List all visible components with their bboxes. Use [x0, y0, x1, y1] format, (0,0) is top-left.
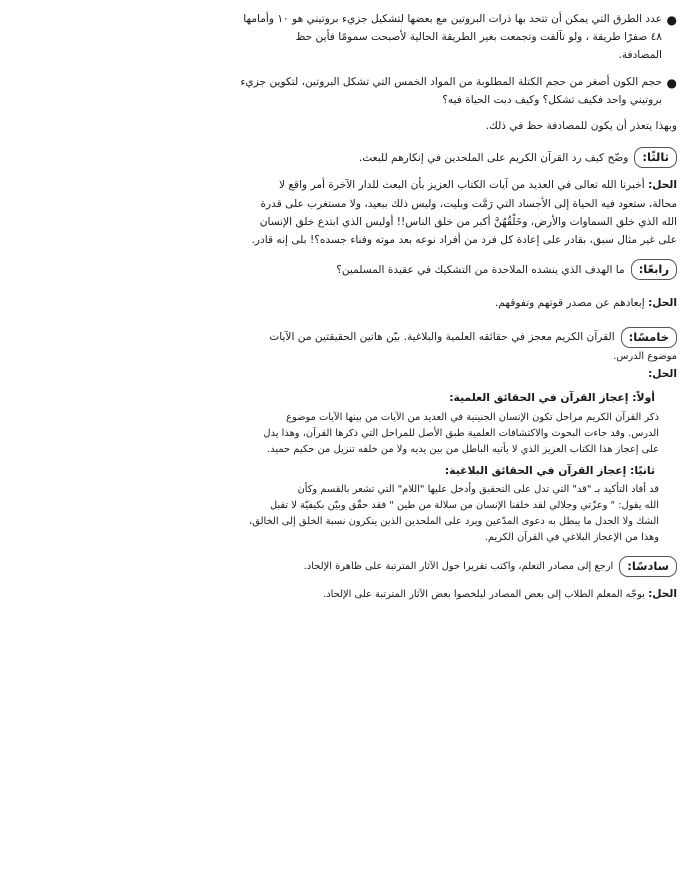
- worksheet-content: [16, 10, 677, 610]
- answer-line: [16, 585, 677, 603]
- answer-line: الله الذي خلق السماوات والأرض، وخَلْقُهُنَّ أكبر من خلق الناس!! أوليس الذي ابتدع خلق الإنسان: [259, 215, 677, 228]
- bullet-item: [16, 10, 677, 65]
- conclusion-text: وبهذا يتعذر أن يكون للمصادفة حظ في ذلك.: [485, 120, 677, 133]
- answer-text: يوجّه المعلم الطلاب إلى بعض المصادر ليلخصوا بعض الآثار المترتبة على الإلحاد.: [323, 589, 645, 601]
- subsection-line: الشك ولا الجدل ما يبطل به دعوى المدّعين ويرد على الملحدين الذين ينكرون نسبة الخلق إلى الخالق،: [249, 516, 659, 528]
- bullet-line: حجم الكون أصغر من حجم الكتلة المطلوبة من المواد الخمس التي تشكل البروتين، لتكوين جزيء: [240, 75, 662, 88]
- subsection-line: ذكر القرآن الكريم مراحل تكون الإنسان الجنينية في العديد من الآيات من بينها الآيات موضوع: [286, 411, 659, 423]
- question-text-continued: موضوع الدرس.: [613, 350, 677, 362]
- answer-text: إبعادهم عن مصدر قوتهم وتفوقهم.: [495, 297, 645, 310]
- bullet-dot-icon: ●: [666, 75, 677, 90]
- subsection-line: الله يقول: " وعزّتي وجلالي لقد خلقنا الإنسان من سلالة من طين " فقد حقّق وبيّن بكيفيّة لا تقبل: [269, 500, 659, 512]
- subsection-line: على إعجاز هذا الكتاب العزيز الذي لا يأتيه الباطل من بين يديه ولا من خلفه تنزيل من حكيم حميد.: [267, 443, 659, 455]
- bullet-line: بروتيني واحد فكيف تشكل؟ وكيف دبت الحياة فيه؟: [442, 93, 662, 106]
- subsection-line: وهذا من الإعجاز البلاغي في القرآن الكريم.: [484, 532, 659, 544]
- question-3: [16, 147, 677, 168]
- subsection-line: الدرس. وقد جاءت البحوث والاكتشافات العلمية طبق الأصل للمراحل التي ذكرها القرآن، وهذا يدل: [263, 427, 659, 439]
- answer-line: [16, 176, 677, 194]
- subsection-body: [16, 482, 659, 546]
- bullet-line: عدد الطرق التي يمكن أن تتحد بها ذرات البروتين مع بعضها لتشكيل جزيء بروتيني هو ١٠ وأمامها: [243, 13, 662, 25]
- question-number-badge: ثالثًا:: [634, 147, 677, 168]
- answer-line: محالة، ستعود فيه الحياة إلى الأجساد التي رَمَّت وبليت، وليس ذلك ببعيد، ولا مستغرب على قدرة: [260, 197, 677, 210]
- question-6: [16, 556, 677, 577]
- question-text: ارجع إلى مصادر التعلم، واكتب تقريرا حول الآثار المترتبة على ظاهرة الإلحاد.: [303, 561, 614, 573]
- answer-6: [16, 585, 677, 603]
- bullet-line: المصادفة.: [618, 49, 662, 62]
- answer-label: الحل:: [648, 179, 677, 192]
- answer-text: أخبرنا الله تعالى في العديد من آيات الكتاب العزيز بأن البعث للدار الآخرة أمر واقع لا: [278, 179, 645, 192]
- subsection-line: قد أفاد التأكيد بـ "قد" التي تدل على التحقيق وأدخل عليها "اللام" التي تشعر بالقسم وكأن: [297, 484, 659, 496]
- question-5: [16, 327, 677, 348]
- answer-line: [16, 294, 677, 312]
- subsection-title: أولاً: إعجاز القرآن في الحقائق العلمية:: [449, 390, 655, 404]
- question-4: [16, 259, 677, 280]
- answer-4: [16, 294, 677, 312]
- bullet-dot-icon: ●: [666, 13, 677, 27]
- subsection-title: ثانيًا: إعجاز القرآن في الحقائق البلاغية:: [444, 463, 655, 477]
- bullet-line: ٤٨ صفرًا طريقة ، ولو تآلفت وتجمعت بغير الطريقة الحالية لأصبحت سمومًا فأين حظ: [295, 31, 662, 44]
- question-number-badge: خامسًا:: [621, 327, 677, 348]
- bullet-item: [16, 73, 677, 109]
- subsection-body: [16, 410, 659, 458]
- answer-5: [16, 389, 667, 546]
- answer-label: الحل:: [648, 297, 677, 310]
- question-text: ما الهدف الذي ينشده الملاحدة من التشكيك في عقيدة المسلمين؟: [336, 263, 625, 276]
- question-text: القرآن الكريم معجز في حقائقه العلمية والبلاغية. بيّن هاتين الحقيقتين من الآيات: [269, 331, 615, 344]
- answer-label: الحل:: [648, 588, 677, 601]
- question-number-badge: سادسًا:: [619, 556, 677, 577]
- answer-line: على غير مثال سبق، بقادر على إعادة كل فرد من أفراد نوعه بعد موته وفناء جسده؟! بلى إنه قادر.: [251, 234, 677, 247]
- answer-label: الحل:: [648, 367, 677, 380]
- answer-3: [16, 176, 677, 249]
- question-text: وضّح كيف رد القرآن الكريم على الملحدين في إنكارهم للبعث.: [358, 151, 629, 164]
- question-number-badge: رابعًا:: [631, 259, 677, 280]
